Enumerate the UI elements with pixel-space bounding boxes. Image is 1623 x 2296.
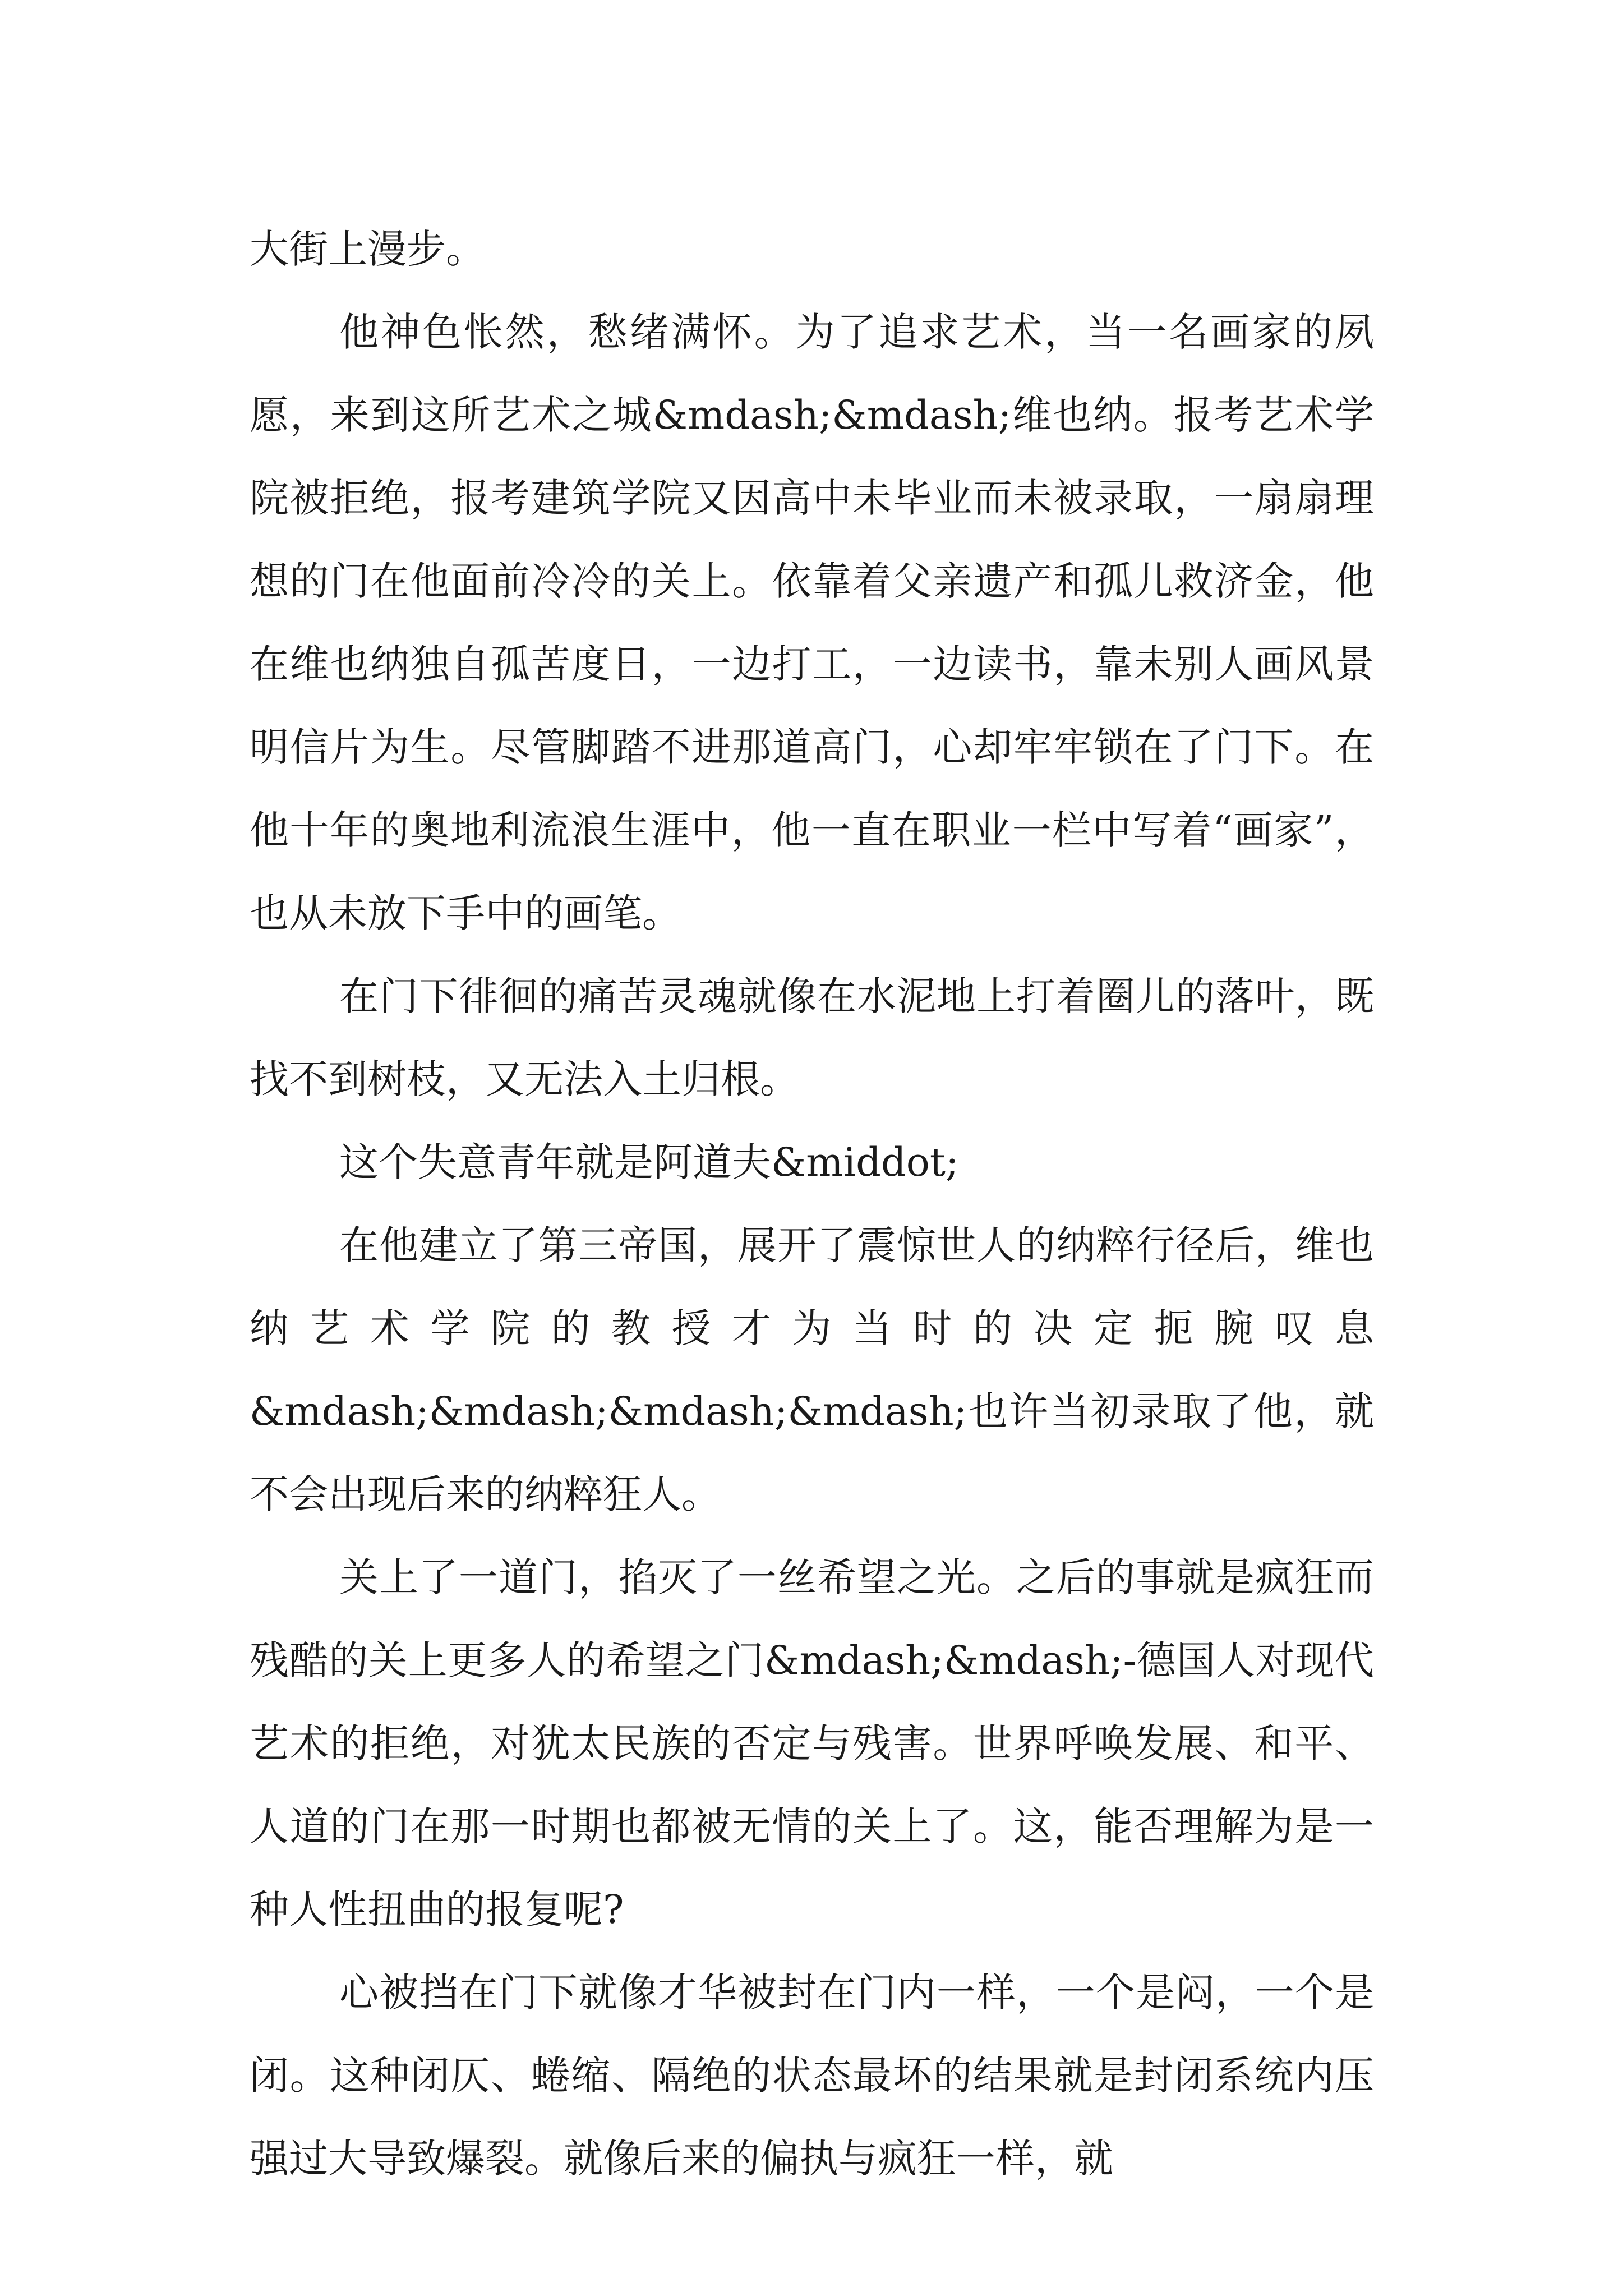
body-text xyxy=(250,208,1374,2200)
paragraph-7: 心被挡在门下就像才华被封在门内一样，一个是闷，一个是闭。这种闭仄、蜷缩、隔绝的状态最坏的结果就是封闭系统内压强过大导致爆裂。就像后来的偏执与疯狂一样，就 xyxy=(250,1970,1374,2182)
paragraph-4: 这个失意青年就是阿道夫&middot; xyxy=(339,1139,959,1185)
paragraph-6: 关上了一道门，掐灭了一丝希望之光。之后的事就是疯狂而残酷的关上更多人的希望之门&mdash;&mdash;-德国人对现代艺术的拒绝，对犹太民族的否定与残害。世界呼唤发展、和平、人道的门在那一时期也都被无情的关上了。这，能否理解为是一种人性扭曲的报复呢? xyxy=(250,1554,1374,1932)
paragraph-2: 他神色怅然，愁绪满怀。为了追求艺术，当一名画家的夙愿，来到这所艺术之城&mdash;&mdash;维也纳。报考艺术学院被拒绝，报考建筑学院又因高中未毕业而未被录取，一扇扇理想的门在他面前冷冷的关上。依靠着父亲遗产和孤儿救济金，他在维也纳独自孤苦度日，一边打工，一边读书，靠未别人画风景明信片为生。尽管脚踏不进那道高门，心却牢牢锁在了门下。在他十年的奥地利流浪生涯中，他一直在职业一栏中写着“画家”，也从未放下手中的画笔。 xyxy=(250,309,1374,936)
paragraph-3: 在门下徘徊的痛苦灵魂就像在水泥地上打着圈儿的落叶，既找不到树枝，又无法入土归根。 xyxy=(250,973,1374,1102)
paragraph-1: 大街上漫步。 xyxy=(250,226,485,272)
paragraph-5: 在他建立了第三帝国，展开了震惊世人的纳粹行径后，维也纳艺术学院的教授才为当时的决定扼腕叹息&mdash;&mdash;&mdash;&mdash;也许当初录取了他，就不会出现后来的纳粹狂人。 xyxy=(250,1222,1374,1517)
